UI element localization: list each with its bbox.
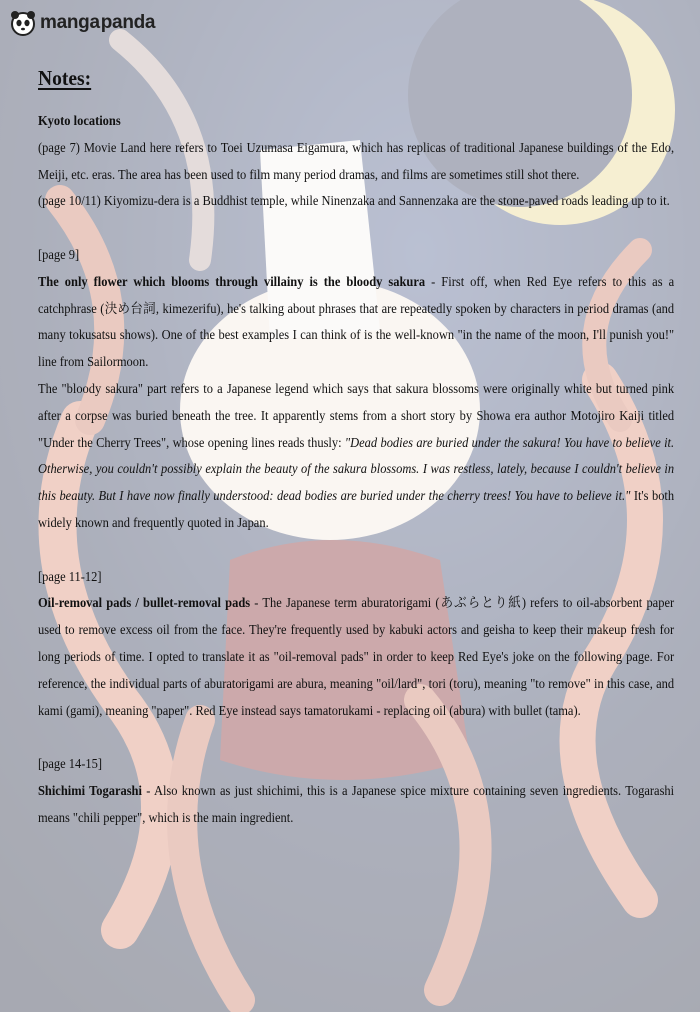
notes-content xyxy=(38,62,674,832)
page9-term: The only flower which blooms through villainy is the bloody sakura xyxy=(38,273,426,289)
page14-label: [page 14-15] xyxy=(38,756,102,772)
notes-title: Notes: xyxy=(38,66,92,90)
watermark-brand-left: manga xyxy=(40,12,100,33)
kyoto-heading: Kyoto locations xyxy=(38,113,121,128)
page9-text-2: The "bloody sakura" part refers to a Japanese legend which says that sakura blossoms were originally white but turned pink after a corpse was buried beneath the tree. It apparently stems from a short story by Showa era author Motojiro Kaiji titled "Under the Cherry Trees", whose opening lines reads thusly: xyxy=(38,380,675,450)
page9-label: [page 9] xyxy=(38,246,80,262)
kyoto-note-page7: (page 7) Movie Land here refers to Toei Uzumasa Eigamura, which has replicas of traditional Japanese buildings of the Edo, Meiji, etc. eras. The area has been used to film many period dramas, and films are sometimes still shot there. xyxy=(38,139,675,182)
page9-note-1 xyxy=(38,269,674,376)
kyoto-note-page10: (page 10/11) Kiyomizu-dera is a Buddhist temple, while Ninenzaka and Sannenzaka are the stone-paved roads leading up to it. xyxy=(38,193,670,209)
page14-term: Shichimi Togarashi xyxy=(38,782,142,798)
page9-note-2 xyxy=(38,376,674,537)
site-watermark xyxy=(8,6,155,40)
page9-text-3: It's both widely known and frequently quoted in Japan. xyxy=(38,488,675,530)
page11-label: [page 11-12] xyxy=(38,568,102,584)
page11-term: Oil-removal pads / bullet-removal pads xyxy=(38,595,251,611)
page11-note xyxy=(38,590,674,724)
page9-quote: "Dead bodies are buried under the sakura! You have to believe it. Otherwise, you couldn't possibly explain the beauty of the sakura blossoms. I was restless, lately, because I couldn't believe in this beauty. But I have now finally understood: dead bodies are buried under the cherry trees! You have to believe it." xyxy=(38,434,675,504)
page9-text-1: - First off, when Red Eye refers to this as a catchphrase (決め台詞, kimezerifu), he's talking about phrases that are repeatedly spoken by characters in period dramas (and many tokusatsu shows). One of the best examples I can think of is the well-known "in the name of the moon, I'll punish you!" line from Sailormoon. xyxy=(38,273,675,370)
page11-text: - The Japanese term aburatorigami (あぶらとり紙) refers to oil-absorbent paper used to remove excess oil from the face. They're frequently used by kabuki actors and geisha to keep their makeup fresh for long periods of time. I opted to translate it as "oil-removal pads" in order to keep Red Eye's joke on the following page. For reference, the individual parts of aburatorigami are abura, meaning "oil/lard", tori (toru), meaning "to remove" in this case, and kami (gami), meaning "paper". Red Eye instead says tamatorukami - replacing oil (abura) with bullet (tama). xyxy=(38,595,675,718)
watermark-brand-right: panda xyxy=(100,12,156,33)
page14-note xyxy=(38,778,674,832)
panda-logo-icon xyxy=(8,8,38,38)
page14-text: - Also known as just shichimi, this is a Japanese spice mixture containing seven ingredients. Togarashi means "chili pepper", which is the main ingredient. xyxy=(38,782,675,825)
